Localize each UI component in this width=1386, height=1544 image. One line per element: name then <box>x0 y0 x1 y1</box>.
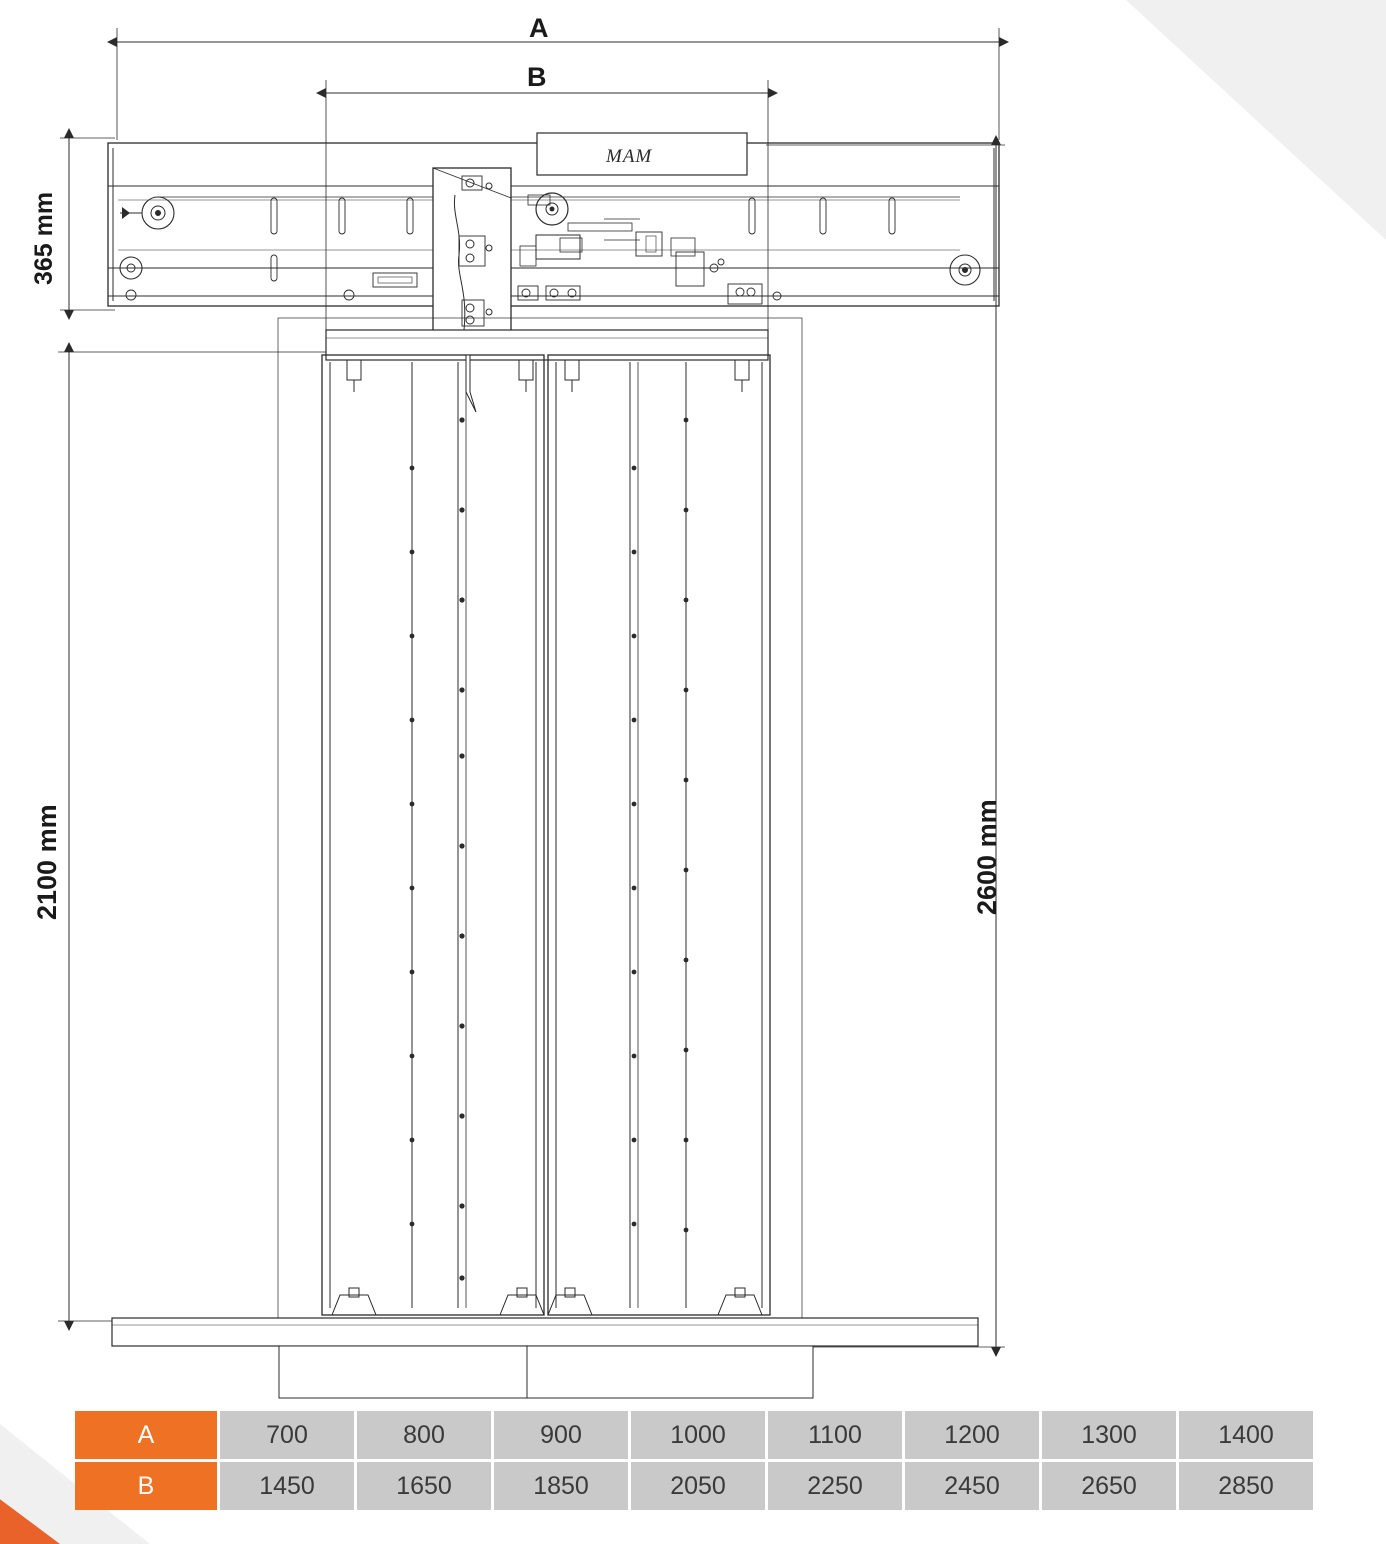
cell-b-3: 1850 <box>494 1462 628 1510</box>
cell-a-3: 900 <box>494 1411 628 1459</box>
brand-plate-label: MAM <box>606 146 653 167</box>
cell-b-6: 2450 <box>905 1462 1039 1510</box>
table-row <box>75 1411 1313 1459</box>
cell-a-8: 1400 <box>1179 1411 1313 1459</box>
cell-b-4: 2050 <box>631 1462 765 1510</box>
cell-b-2: 1650 <box>357 1462 491 1510</box>
dimension-label-a: A <box>529 13 549 43</box>
cell-a-6: 1200 <box>905 1411 1039 1459</box>
dimension-label-header-height: 365 mm <box>30 191 58 285</box>
cell-b-5: 2250 <box>768 1462 902 1510</box>
cell-a-2: 800 <box>357 1411 491 1459</box>
dimension-spec-table <box>72 1408 1316 1513</box>
cell-b-8: 2850 <box>1179 1462 1313 1510</box>
cell-a-5: 1100 <box>768 1411 902 1459</box>
dimension-label-total-height: 2600 mm <box>972 799 1002 915</box>
cell-a-4: 1000 <box>631 1411 765 1459</box>
dimension-label-door-height: 2100 mm <box>32 804 62 920</box>
table-row <box>75 1462 1313 1510</box>
dimension-label-b: B <box>527 62 547 92</box>
cell-a-7: 1300 <box>1042 1411 1176 1459</box>
cell-b-1: 1450 <box>220 1462 354 1510</box>
row-header-b: B <box>75 1462 217 1510</box>
row-header-a: A <box>75 1411 217 1459</box>
cell-b-7: 2650 <box>1042 1462 1176 1510</box>
cell-a-1: 700 <box>220 1411 354 1459</box>
